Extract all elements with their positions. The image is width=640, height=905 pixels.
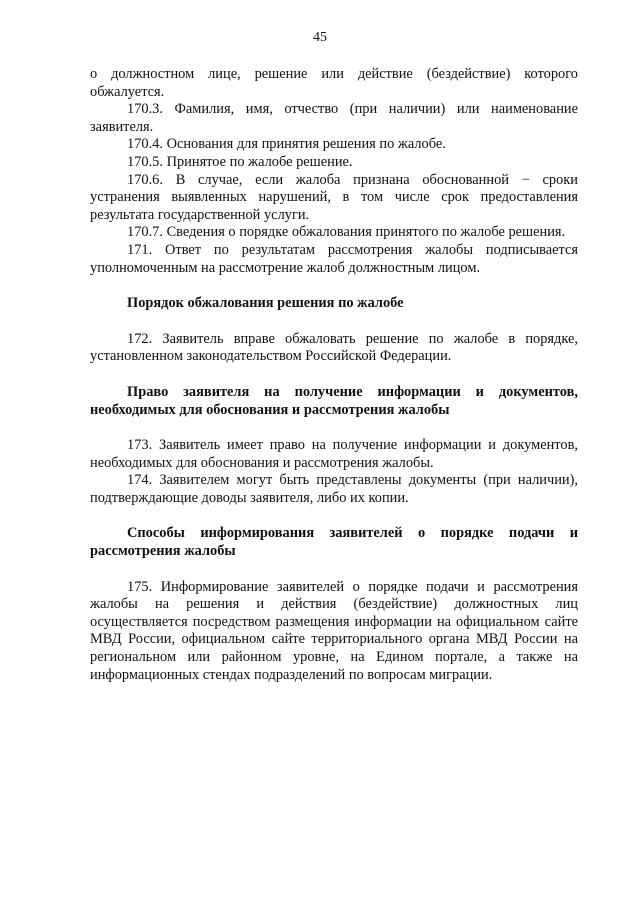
document-body bbox=[90, 66, 578, 684]
paragraph-172: 172. Заявитель вправе обжаловать решение по жалобе в порядке, установленном законодательством Российской Федерации. bbox=[90, 330, 578, 365]
paragraph-170-5: 170.5. Принятое по жалобе решение. bbox=[127, 153, 353, 170]
paragraph-continuation: о должностном лице, решение или действие (бездействие) которого обжалуется. bbox=[90, 66, 578, 100]
paragraph-170-6: 170.6. В случае, если жалоба признана обоснованной − сроки устранения выявленных нарушений, в том числе срок предоставления результата государственной услуги. bbox=[90, 171, 578, 223]
section-heading-appeal-procedure: Порядок обжалования решения по жалобе bbox=[127, 295, 404, 312]
paragraph-170-3: 170.3. Фамилия, имя, отчество (при наличии) или наименование заявителя. bbox=[90, 101, 578, 135]
paragraph-175: 175. Информирование заявителей о порядке подачи и рассмотрения жалобы на решения и действия (бездействие) должностных лиц осуществляется посредством размещения информации на официальном сайте МВД России, официальном сайте территориального органа МВД России на региональном или районном уровне, на Едином портале, а также на информационных стендах подразделений по вопросам миграции. bbox=[90, 578, 578, 683]
paragraph-170-7: 170.7. Сведения о порядке обжалования принятого по жалобе решения. bbox=[127, 224, 566, 241]
section-heading-right-to-information: Право заявителя на получение информации и документов, необходимых для обоснования и рассмотрения жалобы bbox=[90, 383, 578, 418]
paragraph-170-4: 170.4. Основания для принятия решения по жалобе. bbox=[127, 136, 446, 153]
paragraph-173: 173. Заявитель имеет право на получение информации и документов, необходимых для обоснования и рассмотрения жалобы. bbox=[90, 437, 578, 471]
section-heading-informing-methods: Способы информирования заявителей о порядке подачи и рассмотрения жалобы bbox=[90, 525, 578, 560]
paragraph-171: 171. Ответ по результатам рассмотрения жалобы подписывается уполномоченным на рассмотрение жалоб должностным лицом. bbox=[90, 241, 578, 276]
page-number: 45 bbox=[313, 30, 327, 45]
paragraph-174: 174. Заявителем могут быть представлены документы (при наличии), подтверждающие доводы заявителя, либо их копии. bbox=[90, 472, 578, 506]
